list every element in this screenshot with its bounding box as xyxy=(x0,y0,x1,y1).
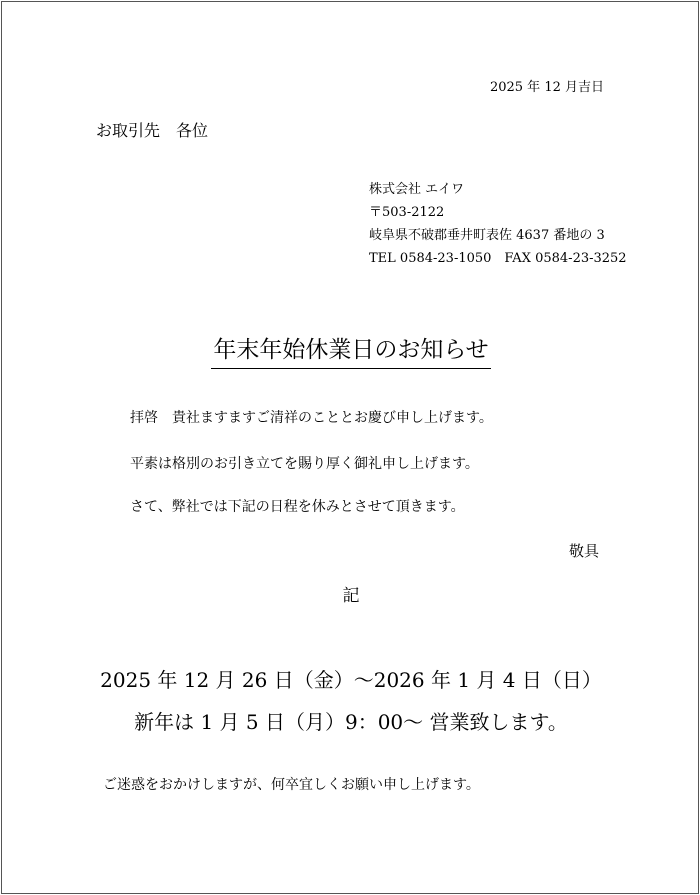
notice-title-wrap xyxy=(2,335,700,369)
closing-word: 敬具 xyxy=(568,542,599,560)
document-date: 2025 年 12 月吉日 xyxy=(489,80,604,95)
sender-address: 岐阜県不破郡垂井町表佐 4637 番地の 3 xyxy=(369,228,605,243)
business-resume: 新年は 1 月 5 日（月）9：00～ 営業致します。 xyxy=(134,710,568,734)
recipient: お取引先 各位 xyxy=(96,121,209,140)
document-page xyxy=(1,1,699,894)
gratitude-line: 平素は格別のお引き立てを賜り厚く御礼申し上げます。 xyxy=(130,456,479,472)
ki-marker: 記 xyxy=(342,586,360,606)
notice-title: 年末年始休業日のお知らせ xyxy=(211,335,490,369)
sender-block xyxy=(369,178,627,270)
closing-request: ご迷惑をおかけしますが、何卒宜しくお願い申し上げます。 xyxy=(103,777,480,793)
greeting-line: 拝啓 貴社ますますご清祥のこととお慶び申し上げます。 xyxy=(130,410,493,426)
sender-postal-code: 〒503-2122 xyxy=(369,205,445,220)
sender-contact: TEL 0584-23-1050 FAX 0584-23-3252 xyxy=(369,251,627,266)
sender-company: 株式会社 エイワ xyxy=(369,182,465,197)
announcement-line: さて、弊社では下記の日程を休みとさせて頂きます。 xyxy=(130,499,465,515)
holiday-period: 2025 年 12 月 26 日（金）～2026 年 1 月 4 日（日） xyxy=(100,668,602,692)
